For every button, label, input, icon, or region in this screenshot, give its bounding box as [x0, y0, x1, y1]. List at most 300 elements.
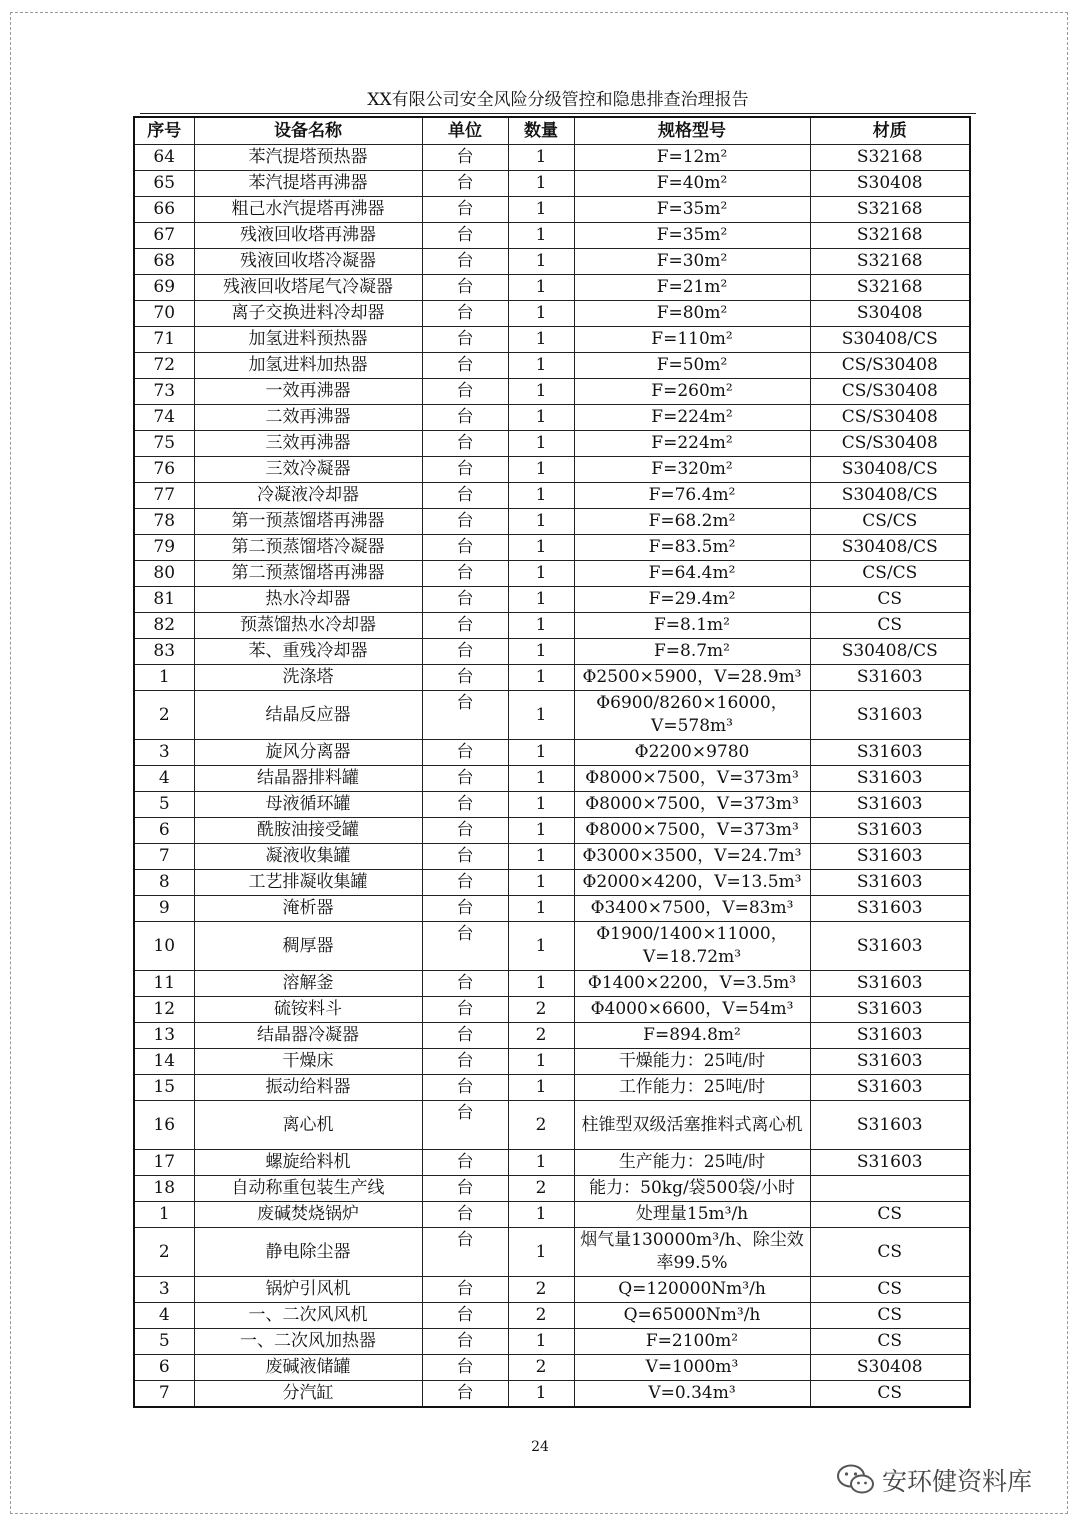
cell-material: S32168: [810, 197, 970, 223]
cell-quantity: 1: [508, 379, 574, 405]
cell-material: CS: [810, 1228, 970, 1277]
cell-equipment-name: 三效冷凝器: [194, 457, 422, 483]
table-row: [134, 971, 970, 997]
cell-serial-no: 4: [134, 766, 194, 792]
table-row: [134, 844, 970, 870]
cell-material: S32168: [810, 249, 970, 275]
cell-equipment-name: 三效再沸器: [194, 431, 422, 457]
cell-unit: 台: [422, 457, 508, 483]
cell-equipment-name: 淹析器: [194, 896, 422, 922]
cell-quantity: 1: [508, 587, 574, 613]
table-row: [134, 1101, 970, 1150]
cell-quantity: 1: [508, 197, 574, 223]
cell-specification: V=1000m³: [574, 1355, 810, 1381]
watermark-text: 安环健资料库: [882, 1467, 1033, 1496]
cell-unit: 台: [422, 171, 508, 197]
table-row: [134, 613, 970, 639]
cell-unit: 台: [422, 145, 508, 171]
cell-equipment-name: 废碱液储罐: [194, 1355, 422, 1381]
cell-serial-no: 71: [134, 327, 194, 353]
cell-serial-no: 77: [134, 483, 194, 509]
cell-material: S30408/CS: [810, 535, 970, 561]
column-header: 数量: [508, 117, 574, 145]
cell-equipment-name: 螺旋给料机: [194, 1150, 422, 1176]
table-row: [134, 587, 970, 613]
page-number: 24: [531, 1439, 549, 1455]
cell-specification: 干燥能力：25吨/时: [574, 1049, 810, 1075]
cell-material: S31603: [810, 766, 970, 792]
cell-serial-no: 2: [134, 691, 194, 740]
cell-equipment-name: 苯汽提塔预热器: [194, 145, 422, 171]
cell-quantity: 1: [508, 766, 574, 792]
cell-quantity: 1: [508, 301, 574, 327]
cell-unit: 台: [422, 896, 508, 922]
cell-quantity: 1: [508, 1228, 574, 1277]
table-row: [134, 223, 970, 249]
cell-equipment-name: 稠厚器: [194, 922, 422, 971]
table-row: [134, 171, 970, 197]
table-row: [134, 1049, 970, 1075]
cell-unit: 台: [422, 1049, 508, 1075]
cell-quantity: 1: [508, 870, 574, 896]
cell-serial-no: 6: [134, 818, 194, 844]
cell-serial-no: 79: [134, 535, 194, 561]
cell-equipment-name: 二效再沸器: [194, 405, 422, 431]
cell-serial-no: 3: [134, 740, 194, 766]
cell-quantity: 1: [508, 1075, 574, 1101]
cell-equipment-name: 凝液收集罐: [194, 844, 422, 870]
table-row: [134, 1202, 970, 1228]
cell-material: CS/S30408: [810, 431, 970, 457]
cell-material: S30408/CS: [810, 483, 970, 509]
cell-equipment-name: 加氢进料加热器: [194, 353, 422, 379]
cell-equipment-name: 结晶反应器: [194, 691, 422, 740]
cell-specification: Φ3400×7500，V=83m³: [574, 896, 810, 922]
cell-quantity: 1: [508, 1049, 574, 1075]
cell-equipment-name: 洗涤塔: [194, 665, 422, 691]
cell-unit: 台: [422, 818, 508, 844]
cell-specification: Φ2500×5900，V=28.9m³: [574, 665, 810, 691]
cell-equipment-name: 热水冷却器: [194, 587, 422, 613]
cell-quantity: 1: [508, 639, 574, 665]
cell-specification: Q=65000Nm³/h: [574, 1303, 810, 1329]
cell-equipment-name: 离心机: [194, 1101, 422, 1150]
cell-serial-no: 1: [134, 1202, 194, 1228]
cell-quantity: 2: [508, 1176, 574, 1202]
cell-specification: V=0.34m³: [574, 1381, 810, 1408]
cell-quantity: 1: [508, 665, 574, 691]
cell-material: S31603: [810, 997, 970, 1023]
cell-quantity: 1: [508, 327, 574, 353]
cell-specification: F=12m²: [574, 145, 810, 171]
cell-unit: 台: [422, 1101, 508, 1150]
watermark: [836, 1460, 1032, 1500]
cell-specification: Φ8000×7500，V=373m³: [574, 766, 810, 792]
table-row: [134, 249, 970, 275]
cell-unit: 台: [422, 1202, 508, 1228]
cell-specification: F=40m²: [574, 171, 810, 197]
cell-equipment-name: 酰胺油接受罐: [194, 818, 422, 844]
cell-specification: Φ2200×9780: [574, 740, 810, 766]
equipment-table: [133, 116, 971, 1408]
table-row: [134, 145, 970, 171]
cell-material: S31603: [810, 971, 970, 997]
column-header: 序号: [134, 117, 194, 145]
cell-specification: F=260m²: [574, 379, 810, 405]
table-row: [134, 870, 970, 896]
table-row: [134, 1277, 970, 1303]
cell-quantity: 2: [508, 1303, 574, 1329]
cell-material: S30408: [810, 171, 970, 197]
cell-material: S31603: [810, 844, 970, 870]
cell-serial-no: 69: [134, 275, 194, 301]
cell-equipment-name: 锅炉引风机: [194, 1277, 422, 1303]
cell-serial-no: 13: [134, 1023, 194, 1049]
cell-material: CS/CS: [810, 509, 970, 535]
table-row: [134, 1228, 970, 1277]
cell-material: CS: [810, 1381, 970, 1408]
document-header-title: XX有限公司安全风险分级管控和隐患排查治理报告: [367, 90, 749, 110]
cell-equipment-name: 残液回收塔尾气冷凝器: [194, 275, 422, 301]
cell-unit: 台: [422, 844, 508, 870]
cell-specification: F=50m²: [574, 353, 810, 379]
cell-serial-no: 9: [134, 896, 194, 922]
cell-unit: 台: [422, 353, 508, 379]
cell-equipment-name: 第二预蒸馏塔再沸器: [194, 561, 422, 587]
table-row: [134, 639, 970, 665]
cell-serial-no: 83: [134, 639, 194, 665]
cell-unit: 台: [422, 197, 508, 223]
table-header-row: [134, 117, 970, 145]
table-row: [134, 1023, 970, 1049]
cell-serial-no: 5: [134, 792, 194, 818]
cell-specification: F=224m²: [574, 405, 810, 431]
cell-equipment-name: 废碱焚烧锅炉: [194, 1202, 422, 1228]
cell-unit: 台: [422, 223, 508, 249]
cell-serial-no: 12: [134, 997, 194, 1023]
cell-specification: F=21m²: [574, 275, 810, 301]
cell-equipment-name: 硫铵料斗: [194, 997, 422, 1023]
cell-specification: F=80m²: [574, 301, 810, 327]
cell-material: CS: [810, 1329, 970, 1355]
cell-unit: 台: [422, 922, 508, 971]
cell-quantity: 1: [508, 171, 574, 197]
cell-serial-no: 70: [134, 301, 194, 327]
cell-serial-no: 74: [134, 405, 194, 431]
column-header: 规格型号: [574, 117, 810, 145]
cell-specification: F=35m²: [574, 197, 810, 223]
table-row: [134, 353, 970, 379]
cell-material: CS/S30408: [810, 353, 970, 379]
cell-serial-no: 7: [134, 844, 194, 870]
cell-unit: 台: [422, 691, 508, 740]
cell-equipment-name: 振动给料器: [194, 1075, 422, 1101]
cell-equipment-name: 加氢进料预热器: [194, 327, 422, 353]
table-row: [134, 1075, 970, 1101]
table-row: [134, 1176, 970, 1202]
cell-equipment-name: 一效再沸器: [194, 379, 422, 405]
cell-equipment-name: 工艺排凝收集罐: [194, 870, 422, 896]
column-header: 材质: [810, 117, 970, 145]
cell-material: CS: [810, 1202, 970, 1228]
cell-specification: 烟气量130000m³/h、除尘效率99.5%: [574, 1228, 810, 1277]
column-header: 单位: [422, 117, 508, 145]
cell-equipment-name: 自动称重包装生产线: [194, 1176, 422, 1202]
cell-unit: 台: [422, 587, 508, 613]
cell-specification: F=68.2m²: [574, 509, 810, 535]
cell-equipment-name: 溶解釜: [194, 971, 422, 997]
cell-serial-no: 17: [134, 1150, 194, 1176]
cell-quantity: 2: [508, 997, 574, 1023]
cell-serial-no: 72: [134, 353, 194, 379]
cell-quantity: 1: [508, 457, 574, 483]
cell-serial-no: 16: [134, 1101, 194, 1150]
table-row: [134, 1150, 970, 1176]
cell-material: S31603: [810, 792, 970, 818]
cell-specification: Φ6900/8260×16000，V=578m³: [574, 691, 810, 740]
table-row: [134, 275, 970, 301]
cell-equipment-name: 苯汽提塔再沸器: [194, 171, 422, 197]
cell-quantity: 1: [508, 971, 574, 997]
cell-unit: 台: [422, 639, 508, 665]
cell-specification: F=320m²: [574, 457, 810, 483]
cell-serial-no: 68: [134, 249, 194, 275]
cell-unit: 台: [422, 249, 508, 275]
cell-quantity: 1: [508, 561, 574, 587]
cell-material: S30408/CS: [810, 639, 970, 665]
cell-quantity: 1: [508, 249, 574, 275]
cell-unit: 台: [422, 1355, 508, 1381]
cell-equipment-name: 离子交换进料冷却器: [194, 301, 422, 327]
table-row: [134, 379, 970, 405]
cell-specification: Φ8000×7500，V=373m³: [574, 818, 810, 844]
cell-unit: 台: [422, 379, 508, 405]
cell-specification: 生产能力：25吨/时: [574, 1150, 810, 1176]
cell-serial-no: 75: [134, 431, 194, 457]
cell-unit: 台: [422, 971, 508, 997]
cell-unit: 台: [422, 1150, 508, 1176]
table-row: [134, 1355, 970, 1381]
cell-quantity: 1: [508, 145, 574, 171]
cell-quantity: 1: [508, 509, 574, 535]
table-row: [134, 691, 970, 740]
cell-unit: 台: [422, 1381, 508, 1408]
cell-unit: 台: [422, 483, 508, 509]
cell-quantity: 1: [508, 405, 574, 431]
cell-serial-no: 6: [134, 1355, 194, 1381]
cell-quantity: 1: [508, 275, 574, 301]
cell-equipment-name: 结晶器冷凝器: [194, 1023, 422, 1049]
cell-unit: 台: [422, 997, 508, 1023]
cell-serial-no: 7: [134, 1381, 194, 1408]
cell-quantity: 2: [508, 1023, 574, 1049]
cell-unit: 台: [422, 301, 508, 327]
cell-serial-no: 73: [134, 379, 194, 405]
cell-material: S30408/CS: [810, 457, 970, 483]
cell-quantity: 1: [508, 1329, 574, 1355]
cell-unit: 台: [422, 613, 508, 639]
cell-serial-no: 82: [134, 613, 194, 639]
table-row: [134, 457, 970, 483]
cell-serial-no: 4: [134, 1303, 194, 1329]
cell-serial-no: 8: [134, 870, 194, 896]
cell-equipment-name: 冷凝液冷却器: [194, 483, 422, 509]
cell-specification: F=2100m²: [574, 1329, 810, 1355]
cell-quantity: 2: [508, 1277, 574, 1303]
cell-material: CS: [810, 1277, 970, 1303]
cell-serial-no: 81: [134, 587, 194, 613]
cell-specification: F=83.5m²: [574, 535, 810, 561]
cell-specification: F=29.4m²: [574, 587, 810, 613]
cell-specification: Φ3000×3500，V=24.7m³: [574, 844, 810, 870]
cell-material: S31603: [810, 1023, 970, 1049]
cell-unit: 台: [422, 275, 508, 301]
cell-specification: F=35m²: [574, 223, 810, 249]
cell-material: CS/S30408: [810, 405, 970, 431]
table-row: [134, 535, 970, 561]
table-row: [134, 1303, 970, 1329]
cell-quantity: 1: [508, 844, 574, 870]
cell-material: S31603: [810, 1150, 970, 1176]
cell-quantity: 1: [508, 1202, 574, 1228]
table-body: [134, 145, 970, 1408]
cell-material: S32168: [810, 275, 970, 301]
cell-material: CS/S30408: [810, 379, 970, 405]
cell-specification: Φ8000×7500，V=373m³: [574, 792, 810, 818]
cell-unit: 台: [422, 1228, 508, 1277]
cell-quantity: 1: [508, 353, 574, 379]
cell-serial-no: 18: [134, 1176, 194, 1202]
cell-equipment-name: 第二预蒸馏塔冷凝器: [194, 535, 422, 561]
wechat-icon: [836, 1463, 876, 1497]
table-row: [134, 665, 970, 691]
cell-serial-no: 65: [134, 171, 194, 197]
cell-specification: Φ2000×4200，V=13.5m³: [574, 870, 810, 896]
cell-unit: 台: [422, 1075, 508, 1101]
cell-specification: F=64.4m²: [574, 561, 810, 587]
cell-equipment-name: 干燥床: [194, 1049, 422, 1075]
cell-equipment-name: 结晶器排料罐: [194, 766, 422, 792]
cell-quantity: 1: [508, 818, 574, 844]
table-row: [134, 1381, 970, 1408]
cell-serial-no: 3: [134, 1277, 194, 1303]
cell-material: S31603: [810, 1075, 970, 1101]
cell-serial-no: 1: [134, 665, 194, 691]
cell-unit: 台: [422, 535, 508, 561]
cell-unit: 台: [422, 405, 508, 431]
table-row: [134, 997, 970, 1023]
cell-equipment-name: 一、二次风风机: [194, 1303, 422, 1329]
table-row: [134, 896, 970, 922]
cell-material: S31603: [810, 740, 970, 766]
cell-serial-no: 78: [134, 509, 194, 535]
table-row: [134, 561, 970, 587]
table-row: [134, 818, 970, 844]
cell-specification: F=76.4m²: [574, 483, 810, 509]
cell-specification: F=110m²: [574, 327, 810, 353]
cell-material: [810, 1176, 970, 1202]
cell-serial-no: 10: [134, 922, 194, 971]
cell-unit: 台: [422, 870, 508, 896]
table-row: [134, 766, 970, 792]
cell-equipment-name: 静电除尘器: [194, 1228, 422, 1277]
table-row: [134, 431, 970, 457]
cell-serial-no: 64: [134, 145, 194, 171]
cell-quantity: 1: [508, 896, 574, 922]
cell-specification: 柱锥型双级活塞推料式离心机: [574, 1101, 810, 1150]
cell-specification: F=894.8m²: [574, 1023, 810, 1049]
cell-equipment-name: 残液回收塔冷凝器: [194, 249, 422, 275]
cell-unit: 台: [422, 740, 508, 766]
cell-specification: F=224m²: [574, 431, 810, 457]
cell-specification: Φ1400×2200，V=3.5m³: [574, 971, 810, 997]
cell-material: CS: [810, 1303, 970, 1329]
header-rule: [140, 113, 976, 114]
column-header: 设备名称: [194, 117, 422, 145]
cell-equipment-name: 粗己水汽提塔再沸器: [194, 197, 422, 223]
cell-material: S31603: [810, 818, 970, 844]
cell-material: CS: [810, 587, 970, 613]
cell-unit: 台: [422, 766, 508, 792]
table-row: [134, 301, 970, 327]
cell-quantity: 1: [508, 691, 574, 740]
cell-serial-no: 67: [134, 223, 194, 249]
cell-serial-no: 11: [134, 971, 194, 997]
cell-quantity: 1: [508, 792, 574, 818]
cell-unit: 台: [422, 561, 508, 587]
cell-equipment-name: 预蒸馏热水冷却器: [194, 613, 422, 639]
cell-unit: 台: [422, 792, 508, 818]
cell-serial-no: 76: [134, 457, 194, 483]
cell-material: S31603: [810, 870, 970, 896]
cell-specification: F=8.1m²: [574, 613, 810, 639]
cell-unit: 台: [422, 665, 508, 691]
cell-specification: 工作能力：25吨/时: [574, 1075, 810, 1101]
cell-specification: 处理量15m³/h: [574, 1202, 810, 1228]
cell-quantity: 1: [508, 223, 574, 249]
cell-material: CS/CS: [810, 561, 970, 587]
cell-quantity: 1: [508, 1381, 574, 1408]
cell-specification: 能力：50kg/袋500袋/小时: [574, 1176, 810, 1202]
cell-equipment-name: 残液回收塔再沸器: [194, 223, 422, 249]
cell-quantity: 2: [508, 1101, 574, 1150]
cell-serial-no: 14: [134, 1049, 194, 1075]
table-row: [134, 509, 970, 535]
table-row: [134, 197, 970, 223]
cell-material: S31603: [810, 1049, 970, 1075]
table-row: [134, 327, 970, 353]
cell-serial-no: 66: [134, 197, 194, 223]
cell-unit: 台: [422, 327, 508, 353]
cell-serial-no: 2: [134, 1228, 194, 1277]
cell-unit: 台: [422, 509, 508, 535]
table-row: [134, 483, 970, 509]
cell-unit: 台: [422, 1176, 508, 1202]
cell-specification: Q=120000Nm³/h: [574, 1277, 810, 1303]
cell-equipment-name: 旋风分离器: [194, 740, 422, 766]
table-row: [134, 792, 970, 818]
cell-serial-no: 15: [134, 1075, 194, 1101]
cell-material: S31603: [810, 896, 970, 922]
cell-equipment-name: 分汽缸: [194, 1381, 422, 1408]
cell-quantity: 1: [508, 431, 574, 457]
cell-material: S31603: [810, 1101, 970, 1150]
cell-unit: 台: [422, 431, 508, 457]
cell-material: S30408: [810, 1355, 970, 1381]
cell-quantity: 1: [508, 922, 574, 971]
cell-quantity: 1: [508, 535, 574, 561]
cell-quantity: 1: [508, 613, 574, 639]
